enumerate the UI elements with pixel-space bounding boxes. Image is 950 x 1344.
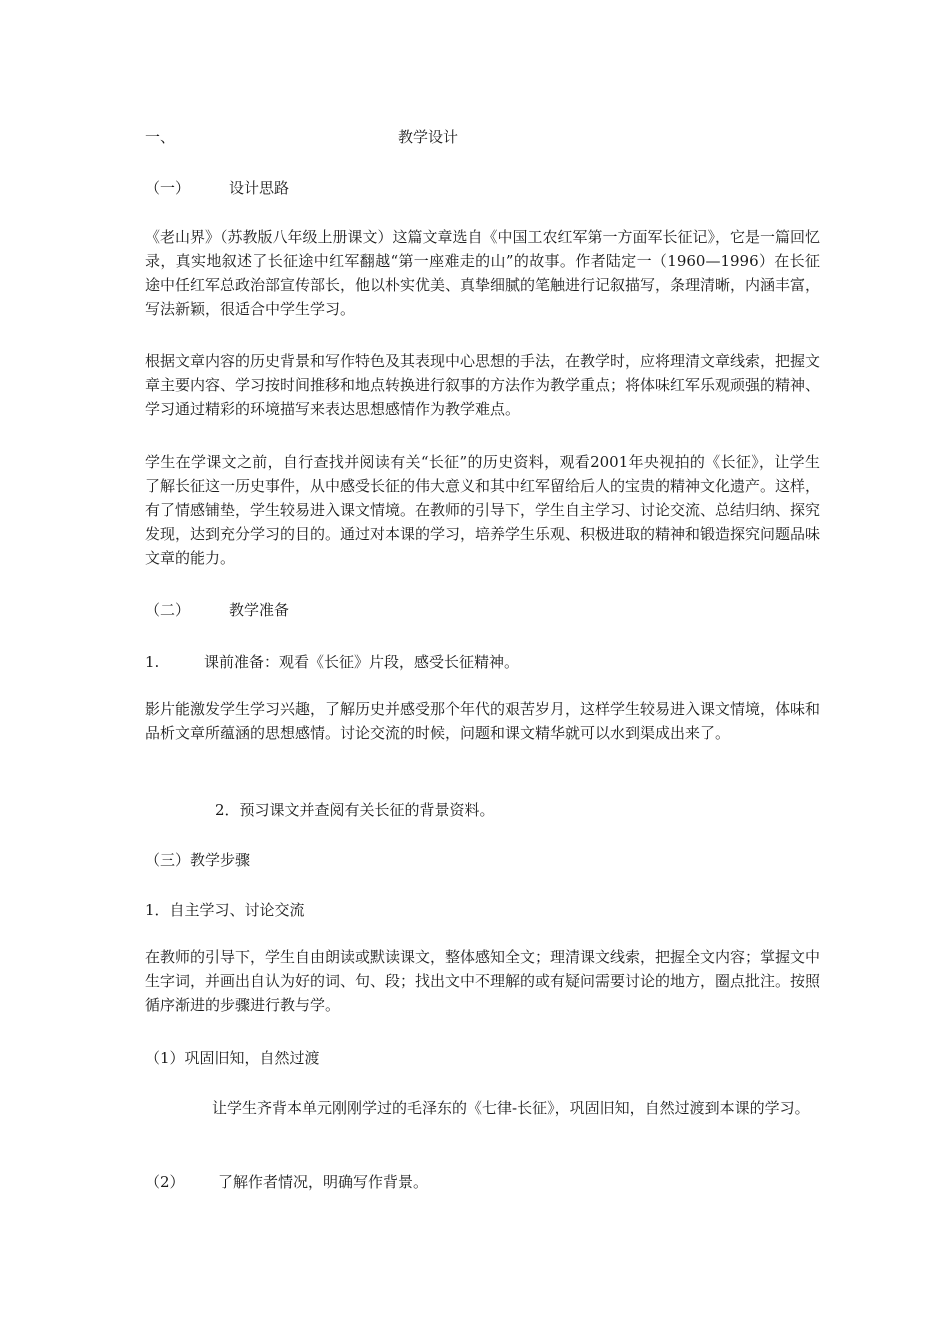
paragraph: 《老山界》（苏教版八年级上册课文）这篇文章选自《中国工农红军第一方面军长征记》，它是一篇回忆录，真实地叙述了长征途中红军翻越“第一座难走的山”的故事。作者陆定一（1960—1996）在长征途中任红军总政治部宣传部长，他以朴实优美、真挚细腻的笔触进行记叙描写，条理清晰，内涵丰富，写法新颖，很适合中学生学习。 (145, 228, 821, 318)
sub-step-number: （2） (145, 1173, 185, 1191)
paragraph: 影片能激发学生学习兴趣，了解历史并感受那个年代的艰苦岁月，这样学生较易进入课文情境，体味和品析文章所蕴涵的思想感情。讨论交流的时候，问题和课文精华就可以水到渠成出来了。 (145, 700, 821, 742)
paragraph: 根据文章内容的历史背景和写作特色及其表现中心思想的手法，在教学时，应将理清文章线索，把握文章主要内容、学习按时间推移和地点转换进行叙事的方法作为教学重点；将体味红军乐观顽强的精神、学习通过精彩的环境描写来表达思想感情作为教学难点。 (145, 352, 821, 418)
sub-step-text: 了解作者情况，明确写作背景。 (218, 1173, 429, 1191)
section-title: 教学准备 (229, 601, 290, 619)
page-title: 教学设计 (398, 128, 459, 146)
step-heading: 1．自主学习、讨论交流 (145, 901, 305, 919)
list-item-number: 1. (145, 653, 160, 671)
list-item: 2．预习课文并查阅有关长征的背景资料。 (215, 801, 495, 819)
list-item-text: 课前准备：观看《长征》片段，感受长征精神。 (204, 653, 520, 671)
sub-step: （1）巩固旧知，自然过渡 (145, 1049, 320, 1067)
section-number: （二） (145, 601, 191, 619)
paragraph: 在教师的引导下，学生自由朗读或默读课文，整体感知全文；理清课文线索，把握全文内容；掌握文中生字词，并画出自认为好的词、句、段；找出文中不理解的或有疑问需要讨论的地方，圈点批注。按照循序渐进的步骤进行教与学。 (145, 948, 821, 1014)
section-title: 设计思路 (229, 179, 290, 197)
paragraph: 让学生齐背本单元刚刚学过的毛泽东的《七律-长征》，巩固旧知，自然过渡到本课的学习。 (212, 1099, 810, 1117)
heading-number: 一、 (145, 128, 176, 146)
section-title: （三）教学步骤 (145, 851, 251, 869)
paragraph: 学生在学课文之前，自行查找并阅读有关“长征”的历史资料，观看2001年央视拍的《长征》，让学生了解长征这一历史事件，从中感受长征的伟大意义和其中红军留给后人的宝贵的精神文化遗产。这样，有了情感铺垫，学生较易进入课文情境。在教师的引导下，学生自主学习、讨论交流、总结归纳、探究发现，达到充分学习的目的。通过对本课的学习，培养学生乐观、积极进取的精神和锻造探究问题品味文章的能力。 (145, 453, 821, 567)
section-number: （一） (145, 179, 191, 197)
